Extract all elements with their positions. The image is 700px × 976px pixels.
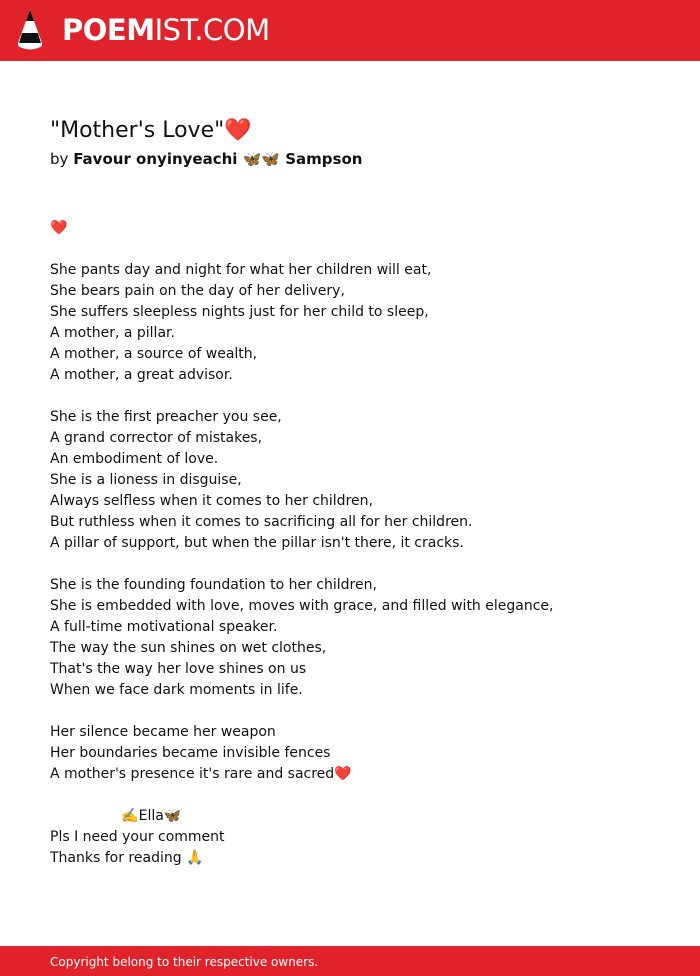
poem-line bbox=[50, 701, 670, 722]
poem-title: "Mother's Love"❤️ bbox=[50, 118, 252, 143]
poem-line: A pillar of support, but when the pillar isn't there, it cracks. bbox=[50, 535, 464, 551]
poem-line bbox=[50, 386, 670, 407]
poem-byline bbox=[50, 149, 362, 169]
poem-body bbox=[50, 218, 670, 869]
logo-text-strong: POEM bbox=[62, 13, 155, 47]
poem-line: ✍️Ella🦋 bbox=[50, 808, 182, 824]
poem-line: ❤️ bbox=[50, 220, 68, 236]
by-label: by bbox=[50, 150, 69, 168]
poem-line: A mother, a source of wealth, bbox=[50, 346, 258, 362]
poem-line: She is embedded with love, moves with grace, and filled with elegance, bbox=[50, 598, 554, 614]
poem-line: When we face dark moments in life. bbox=[50, 682, 303, 698]
poem-line: She is the first preacher you see, bbox=[50, 409, 282, 425]
poem-line: She bears pain on the day of her delivery, bbox=[50, 283, 345, 299]
poem-line: Pls I need your comment bbox=[50, 829, 225, 845]
poem-line: She pants day and night for what her children will eat, bbox=[50, 262, 432, 278]
poem-line: Her silence became her weapon bbox=[50, 724, 276, 740]
poem-line: A mother, a great advisor. bbox=[50, 367, 233, 383]
poem-line: A mother, a pillar. bbox=[50, 325, 175, 341]
site-logo[interactable] bbox=[62, 12, 270, 48]
poem-line: A full-time motivational speaker. bbox=[50, 619, 278, 635]
copyright-notice: Copyright belong to their respective owners. bbox=[50, 955, 319, 969]
poem-line: The way the sun shines on wet clothes, bbox=[50, 640, 327, 656]
logo-text-light: IST.COM bbox=[154, 13, 270, 47]
poem-line: That's the way her love shines on us bbox=[50, 661, 307, 677]
poem-line bbox=[50, 554, 670, 575]
poem-line: Always selfless when it comes to her children, bbox=[50, 493, 373, 509]
poem-line: She suffers sleepless nights just for her child to sleep, bbox=[50, 304, 429, 320]
poem-line: An embodiment of love. bbox=[50, 451, 219, 467]
pencil-tip-icon bbox=[17, 9, 43, 51]
poem-line: A mother's presence it's rare and sacred❤️ bbox=[50, 766, 352, 782]
poem-line: Thanks for reading 🙏 bbox=[50, 850, 204, 866]
poem-line: She is the founding foundation to her children, bbox=[50, 577, 377, 593]
poem-line bbox=[50, 785, 670, 806]
site-header bbox=[0, 0, 700, 61]
poem-line: Her boundaries became invisible fences bbox=[50, 745, 331, 761]
poem-line: A grand corrector of mistakes, bbox=[50, 430, 263, 446]
site-footer bbox=[0, 946, 700, 976]
poem-line: She is a lioness in disguise, bbox=[50, 472, 242, 488]
poem-author: Favour onyinyeachi 🦋🦋 Sampson bbox=[73, 150, 363, 168]
poem-line bbox=[50, 239, 670, 260]
poem-line: But ruthless when it comes to sacrificing all for her children. bbox=[50, 514, 473, 530]
